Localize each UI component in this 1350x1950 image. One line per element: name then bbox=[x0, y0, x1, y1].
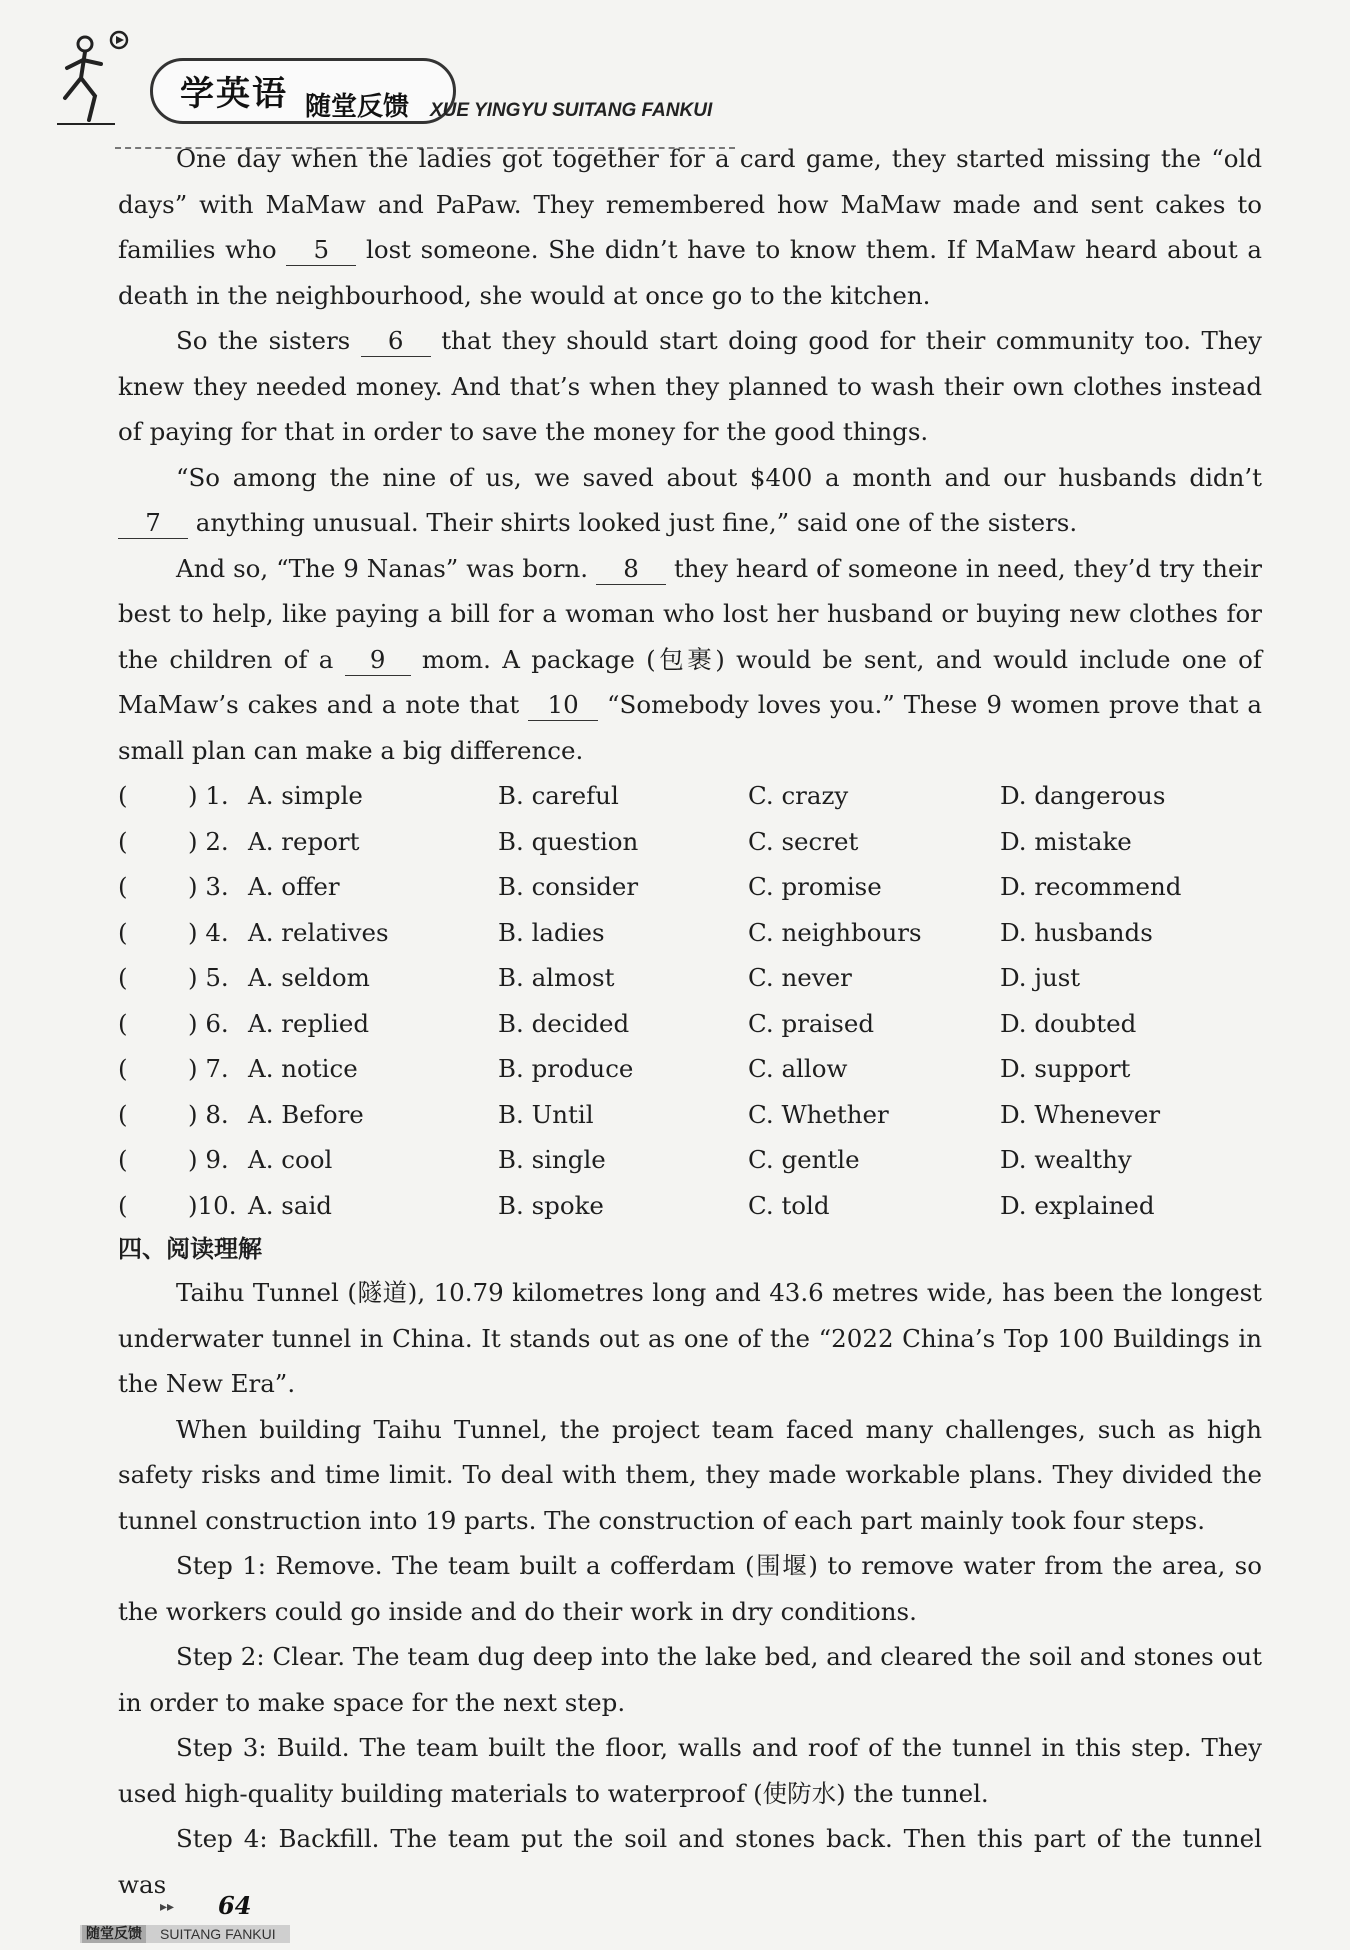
header-title-main: 学英语 bbox=[180, 74, 288, 114]
option-c: C. praised bbox=[748, 1008, 875, 1038]
option-a: A. Before bbox=[248, 1099, 364, 1129]
option-c: C. told bbox=[748, 1190, 830, 1220]
reading-step-3: Step 3: Build. The team built the floor, walls and roof of the tunnel in this step. They used high-quality building materials to waterproof (使防水) the tunnel. bbox=[118, 1733, 1262, 1808]
option-d: D. dangerous bbox=[1000, 781, 1166, 810]
option-a: A. said bbox=[248, 1190, 332, 1220]
blank-9: 9 bbox=[345, 645, 411, 676]
text-run: mom. A package (包裹) would be sent, and would include one of MaMaw’s cakes and a note that bbox=[118, 644, 1262, 719]
answer-paren: ( bbox=[118, 1145, 128, 1174]
text-run: they heard of someone in need, they’d try their best to help, like paying a bill for a woman who lost her husband or buying new clothes for the children of a bbox=[118, 553, 1263, 674]
text-run: “Somebody loves you.” These 9 women prove that a small plan can make a big difference. bbox=[118, 690, 1262, 765]
option-row bbox=[118, 819, 1262, 865]
arrow-icon: ▸▸ bbox=[160, 1899, 175, 1915]
answer-paren: ( bbox=[118, 1054, 128, 1083]
cloze-paragraph-1 bbox=[118, 136, 1262, 318]
reading-step-2: Step 2: Clear. The team dug deep into the lake bed, and cleared the soil and stones out in order to make space for the next step. bbox=[118, 1642, 1262, 1717]
text-run: And so, “The 9 Nanas” was born. bbox=[176, 553, 596, 583]
option-a: A. offer bbox=[248, 872, 340, 901]
option-d: D. explained bbox=[1000, 1190, 1155, 1220]
option-c: C. allow bbox=[748, 1054, 848, 1083]
blank-8: 8 bbox=[596, 554, 666, 585]
option-a: A. simple bbox=[248, 781, 363, 810]
text-run: that they should start doing good for their community too. They knew they needed money. And that’s when they planned to wash their own clothes instead of paying for that in order to save the money for the good things. bbox=[118, 326, 1262, 446]
text-run: lost someone. She didn’t have to know them. If MaMaw heard about a death in the neighbourhood, she would at once go to the kitchen. bbox=[118, 235, 1263, 310]
option-d: D. support bbox=[1000, 1054, 1131, 1083]
cloze-paragraph-3 bbox=[118, 455, 1262, 546]
option-row bbox=[118, 1001, 1262, 1047]
option-b: B. produce bbox=[498, 1054, 634, 1083]
option-c: C. gentle bbox=[748, 1145, 860, 1174]
page-content bbox=[118, 136, 1262, 1907]
answer-paren: ( bbox=[118, 917, 128, 947]
question-number: ) 7. bbox=[188, 1054, 229, 1083]
option-row bbox=[118, 773, 1262, 819]
option-b: B. spoke bbox=[498, 1190, 604, 1220]
page-footer bbox=[80, 1891, 480, 1945]
option-d: D. husbands bbox=[1000, 917, 1153, 947]
answer-paren: ( bbox=[118, 1008, 128, 1038]
option-a: A. replied bbox=[248, 1008, 370, 1038]
section-title-reading: 四、阅读理解 bbox=[118, 1235, 262, 1263]
header-title-sub: 随堂反馈 bbox=[305, 92, 410, 122]
option-b: B. question bbox=[498, 826, 639, 856]
option-d: D. mistake bbox=[1000, 826, 1132, 856]
question-number: ) 9. bbox=[188, 1145, 229, 1174]
option-a: A. notice bbox=[248, 1054, 358, 1083]
option-d: D. Whenever bbox=[1000, 1099, 1161, 1129]
blank-7: 7 bbox=[118, 508, 188, 539]
options-list bbox=[118, 773, 1262, 1228]
option-row bbox=[118, 1046, 1262, 1092]
question-number: ) 8. bbox=[188, 1099, 229, 1129]
option-a: A. report bbox=[248, 826, 360, 856]
option-a: A. relatives bbox=[248, 917, 389, 947]
option-b: B. almost bbox=[498, 963, 615, 992]
option-c: C. secret bbox=[748, 826, 859, 856]
option-b: B. Until bbox=[498, 1099, 594, 1129]
page-header bbox=[55, 28, 1315, 128]
answer-paren: ( bbox=[118, 826, 128, 856]
question-number: )10. bbox=[188, 1190, 237, 1220]
option-d: D. doubted bbox=[1000, 1008, 1137, 1038]
answer-paren: ( bbox=[118, 1099, 128, 1129]
option-c: C. neighbours bbox=[748, 917, 922, 947]
option-a: A. cool bbox=[248, 1145, 333, 1174]
cloze-paragraph-2 bbox=[118, 318, 1262, 455]
option-c: C. promise bbox=[748, 872, 882, 901]
option-d: D. recommend bbox=[1000, 872, 1182, 901]
blank-10: 10 bbox=[528, 690, 598, 721]
reading-step-4: Step 4: Backfill. The team put the soil and stones back. Then this part of the tunnel was bbox=[118, 1824, 1262, 1899]
question-number: ) 6. bbox=[188, 1008, 229, 1038]
footer-label-cn: 随堂反馈 bbox=[82, 1925, 146, 1943]
option-c: C. crazy bbox=[748, 781, 849, 810]
option-row bbox=[118, 955, 1262, 1001]
answer-paren: ( bbox=[118, 1190, 128, 1220]
answer-paren: ( bbox=[118, 872, 128, 901]
option-c: C. Whether bbox=[748, 1099, 889, 1129]
question-number: ) 3. bbox=[188, 872, 229, 901]
blank-6: 6 bbox=[361, 326, 431, 357]
option-row bbox=[118, 910, 1262, 956]
option-row bbox=[118, 864, 1262, 910]
runner-logo-icon bbox=[55, 28, 130, 128]
option-b: B. ladies bbox=[498, 917, 605, 947]
reading-paragraph-2: When building Taihu Tunnel, the project team faced many challenges, such as high safety risks and time limit. To deal with them, they made workable plans. They divided the tunnel construction into 19 parts. The construction of each part mainly took four steps. bbox=[118, 1414, 1262, 1535]
option-b: B. single bbox=[498, 1145, 606, 1174]
question-number: ) 4. bbox=[188, 917, 229, 947]
question-number: ) 1. bbox=[188, 781, 229, 810]
blank-5: 5 bbox=[286, 235, 356, 266]
option-row bbox=[118, 1183, 1262, 1229]
option-b: B. decided bbox=[498, 1008, 630, 1038]
text-run: anything unusual. Their shirts looked just fine,” said one of the sisters. bbox=[188, 508, 1078, 537]
question-number: ) 5. bbox=[188, 963, 229, 992]
header-title-en: XUE YINGYU SUITANG FANKUI bbox=[430, 100, 713, 121]
option-b: B. careful bbox=[498, 781, 619, 810]
option-c: C. never bbox=[748, 963, 852, 992]
cloze-paragraph-4 bbox=[118, 546, 1262, 774]
option-row bbox=[118, 1092, 1262, 1138]
reading-paragraph-1: Taihu Tunnel (隧道), 10.79 kilometres long and 43.6 metres wide, has been the longest underwater tunnel in China. It stands out as one of the “2022 China’s Top 100 Buildings in the New Era”. bbox=[118, 1278, 1262, 1398]
option-d: D. wealthy bbox=[1000, 1145, 1132, 1174]
answer-paren: ( bbox=[118, 963, 128, 992]
question-number: ) 2. bbox=[188, 826, 229, 856]
footer-label-en: SUITANG FANKUI bbox=[160, 1926, 276, 1942]
option-b: B. consider bbox=[498, 872, 639, 901]
page-number: 64 bbox=[218, 1891, 252, 1920]
option-row bbox=[118, 1137, 1262, 1183]
text-run: So the sisters bbox=[176, 326, 361, 355]
text-run: One day when the ladies got together for a card game, they started missing the “old days” with MaMaw and PaPaw. They remembered how MaMaw made and sent cakes to families who bbox=[118, 144, 1262, 264]
option-d: D. just bbox=[1000, 963, 1081, 992]
option-a: A. seldom bbox=[248, 963, 370, 992]
text-run: “So among the nine of us, we saved about $400 a month and our husbands didn’t bbox=[176, 462, 1262, 492]
reading-step-1: Step 1: Remove. The team built a cofferdam (围堰) to remove water from the area, so the workers could go inside and do their work in dry conditions. bbox=[118, 1551, 1262, 1626]
answer-paren: ( bbox=[118, 781, 128, 810]
